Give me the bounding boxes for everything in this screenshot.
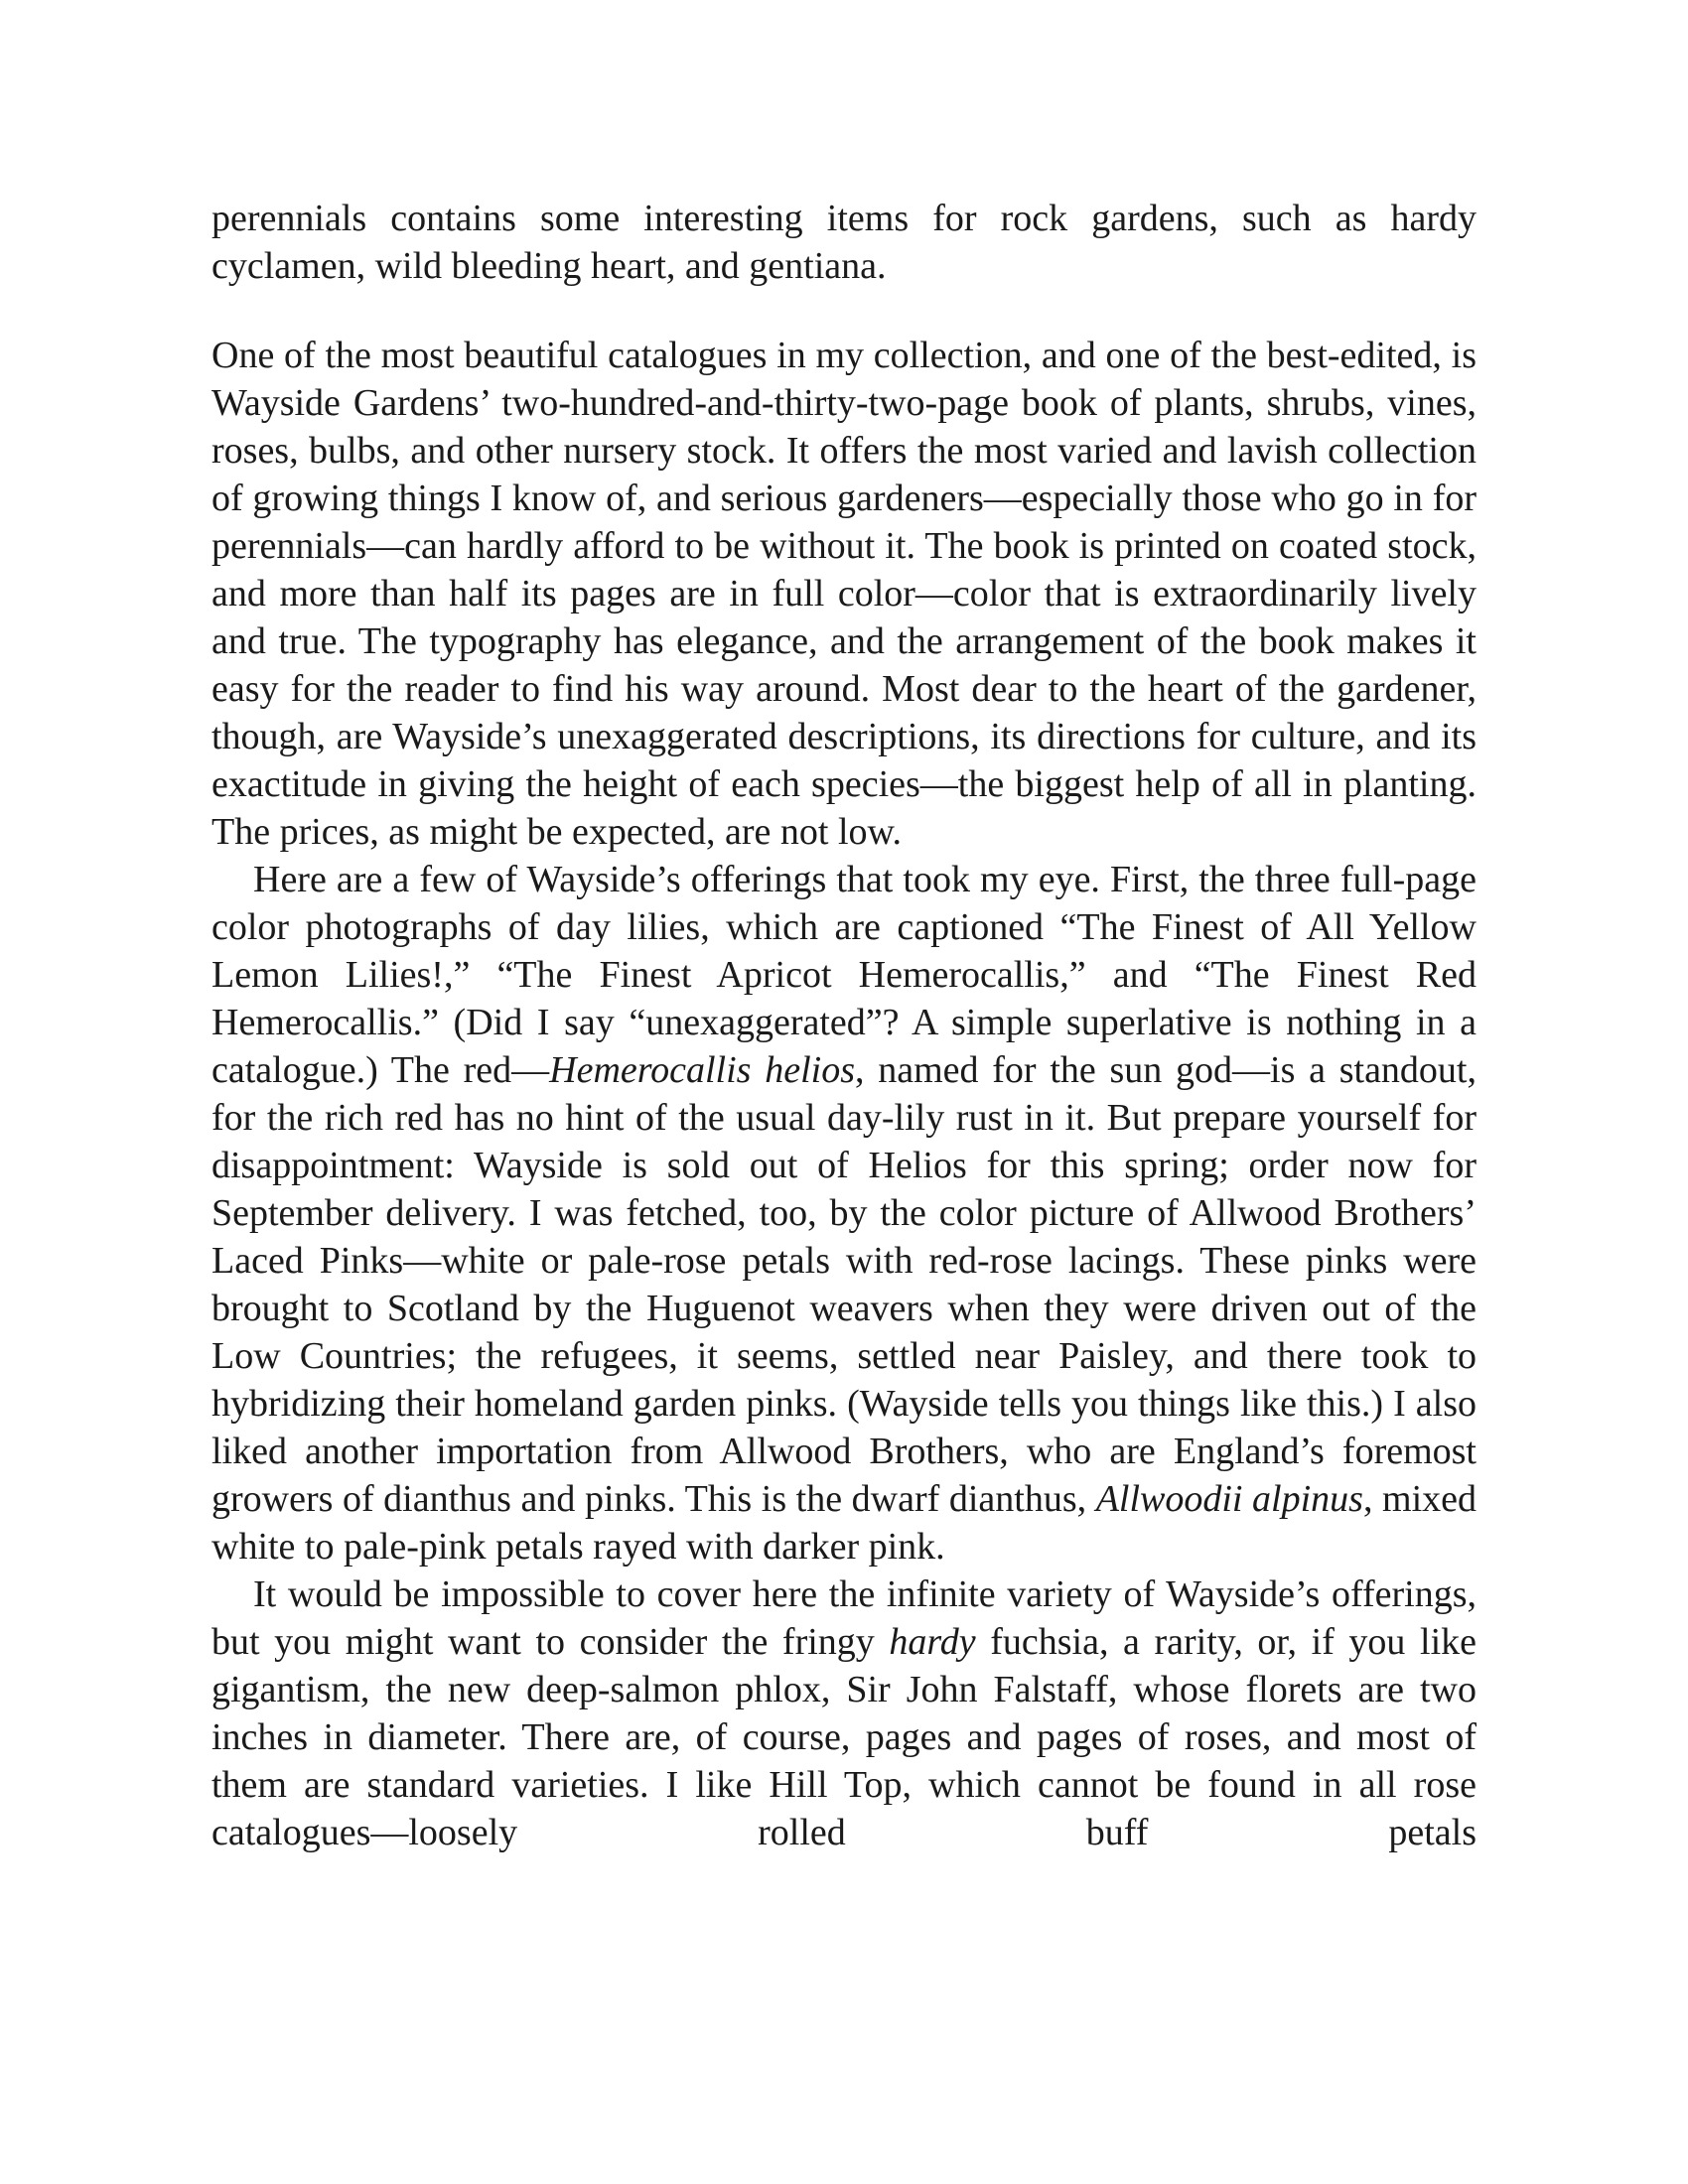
paragraph-4-text-b: fuchsia, a rarity, or, if you like gigantism, the new deep-salmon phlox, Sir John Falstaff, whose florets are two inches in diameter. There are, of course, pages and pages of roses, and most of them are standard varieties. I like Hill Top, which cannot be found in all rose catalogues—loosely rolled buff petals (211, 1621, 1477, 1853)
paragraph-3-text-a: Here are a few of Wayside’s offerings that took my eye. First, the three full-page color photographs of day lilies, which are captioned “The Finest of All Yellow Lemon Lilies!,” “The Finest Apricot Hemerocallis,” and “The Finest Red Hemerocallis.” (Did I say “unexaggerated”? A simple superlative is nothing in a catalogue.) The red— (211, 859, 1477, 1091)
paragraph-4-text-a: It would be impossible to cover here the infinite variety of Wayside’s offerings, but you might want to consider the fringy (211, 1573, 1477, 1663)
page-body (211, 195, 1477, 1856)
paragraph-3-text-b: , named for the sun god—is a standout, for the rich red has no hint of the usual day-lily rust in it. But prepare yourself for disappointment: Wayside is sold out of Helios for this spring; order now for September delivery. I was fetched, too, by the color picture of Allwood Brothers’ Laced Pinks—white or pale-rose petals with red-rose lacings. These pinks were brought to Scotland by the Huguenot weavers when they were driven out of the Low Countries; the refugees, it seems, settled near Paisley, and there took to hybridizing their homeland garden pinks. (Wayside tells you things like this.) I also liked another importation from Allwood Brothers, who are England’s foremost growers of dianthus and pinks. This is the dwarf dianthus, (211, 1049, 1477, 1520)
paragraph-3 (211, 856, 1477, 1570)
paragraph-2 (211, 332, 1477, 856)
paragraph-3-italic-hemerocallis-helios: Hemerocallis helios (549, 1049, 855, 1091)
paragraph-4-italic-hardy: hardy (889, 1621, 976, 1663)
paragraph-3-italic-allwoodii-alpinus: Allwoodii alpinus (1095, 1478, 1363, 1520)
paragraph-1-text: perennials contains some interesting items for rock gardens, such as hardy cyclamen, wild bleeding heart, and gentiana. (211, 198, 1477, 287)
paragraph-3-text-c: , mixed white to pale-pink petals rayed with darker pink. (211, 1478, 1477, 1568)
paragraph-4 (211, 1570, 1477, 1856)
paragraph-2-text: One of the most beautiful catalogues in my collection, and one of the best-edited, is Wayside Gardens’ two-hundred-and-thirty-two-page book of plants, shrubs, vines, roses, bulbs, and other nursery stock. It offers the most varied and lavish collection of growing things I know of, and serious gardeners—especially those who go in for perennials—can hardly afford to be without it. The book is printed on coated stock, and more than half its pages are in full color—color that is extraordinarily lively and true. The typography has elegance, and the arrangement of the book makes it easy for the reader to find his way around. Most dear to the heart of the gardener, though, are Wayside’s unexaggerated descriptions, its directions for culture, and its exactitude in giving the height of each species—the biggest help of all in planting. The prices, as might be expected, are not low. (211, 335, 1477, 853)
paragraph-1 (211, 195, 1477, 290)
